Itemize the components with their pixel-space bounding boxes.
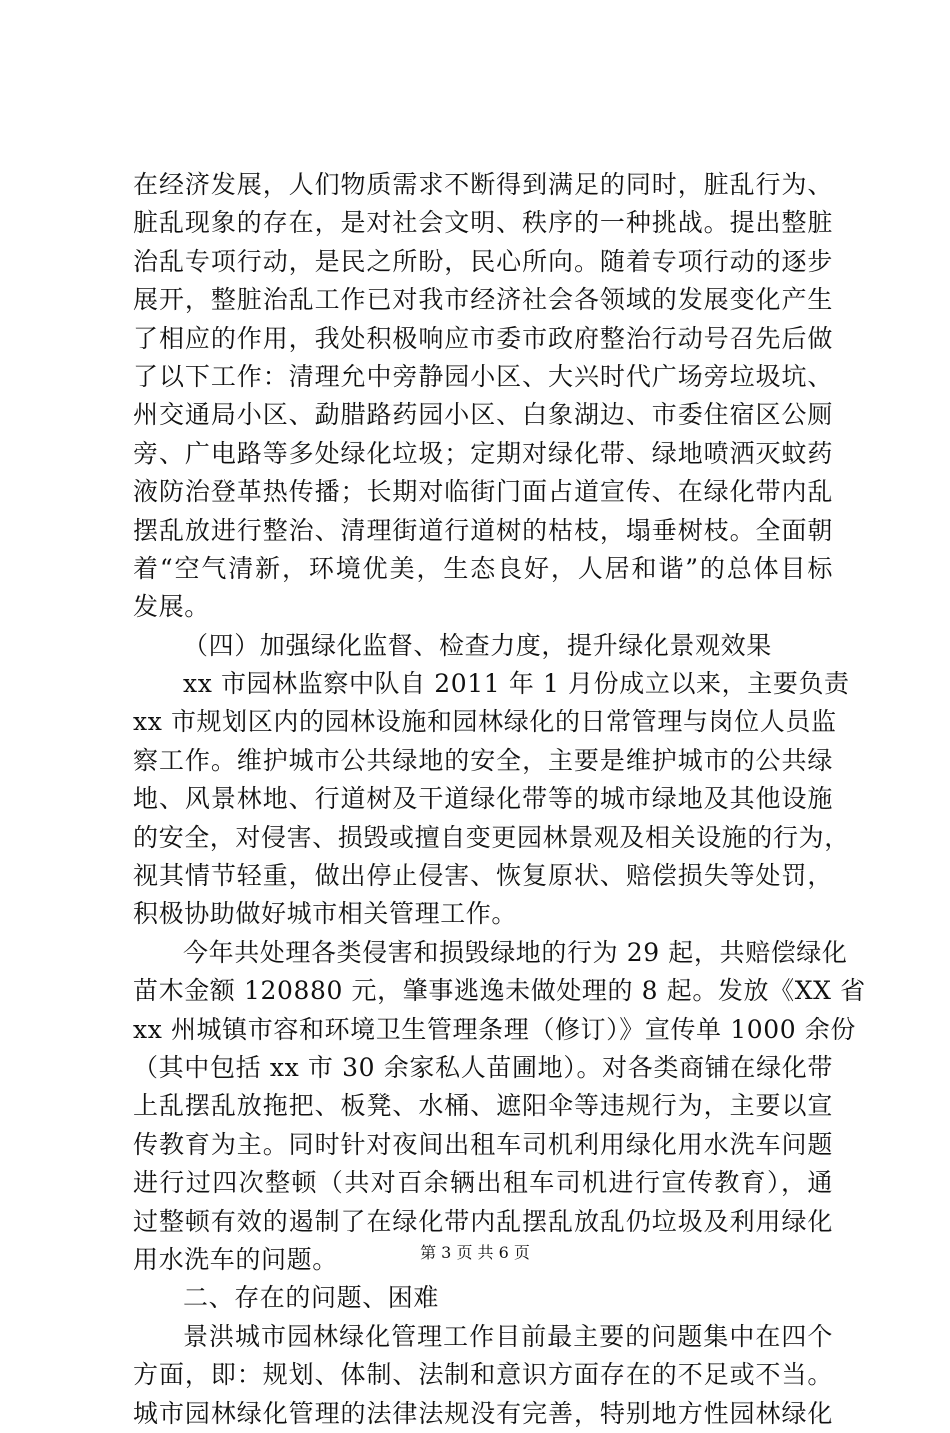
page-number: 第 3 页 共 6 页 bbox=[420, 1243, 530, 1262]
text-line: 传教育为主。同时针对夜间出租车司机利用绿化用水洗车问题 bbox=[133, 1129, 833, 1159]
text-line: 城市园林绿化管理的法律法规没有完善，特别地方性园林绿化 bbox=[133, 1398, 833, 1428]
text-line: 用水洗车的问题。 bbox=[133, 1244, 338, 1274]
text-line: 发展。 bbox=[133, 592, 210, 622]
text-line: 摆乱放进行整治、清理街道行道树的枯枝，塌垂树枝。全面朝 bbox=[133, 515, 833, 545]
text-line: （其中包括 xx 市 30 余家私人苗圃地）。对各类商铺在绿化带 bbox=[133, 1052, 833, 1082]
text-line: 景洪城市园林绿化管理工作目前最主要的问题集中在四个 bbox=[183, 1321, 833, 1351]
page-footer bbox=[0, 1242, 950, 1264]
text-line: 展开，整脏治乱工作已对我市经济社会各领域的发展变化产生 bbox=[133, 285, 833, 315]
text-line: 地、风景林地、行道树及干道绿化带等的城市绿地及其他设施 bbox=[133, 784, 833, 814]
text-line: 液防治登革热传播；长期对临街门面占道宣传、在绿化带内乱 bbox=[133, 477, 833, 507]
text-line: 着“空气清新，环境优美，生态良好，人居和谐”的总体目标 bbox=[133, 553, 833, 583]
text-line: 视其情节轻重，做出停止侵害、恢复原状、赔偿损失等处罚， bbox=[133, 861, 833, 891]
text-line: 积极协助做好城市相关管理工作。 bbox=[133, 899, 518, 929]
text-line: 州交通局小区、勐腊路药园小区、白象湖边、市委住宿区公厕 bbox=[133, 400, 833, 430]
text-line: 了相应的作用，我处积极响应市委市政府整治行动号召先后做 bbox=[133, 323, 833, 353]
text-line: 旁、广电路等多处绿化垃圾；定期对绿化带、绿地喷洒灭蚊药 bbox=[133, 438, 833, 468]
text-line: 今年共处理各类侵害和损毁绿地的行为 29 起，共赔偿绿化 bbox=[183, 937, 848, 967]
section-heading: 二、存在的问题、困难 bbox=[183, 1283, 440, 1313]
section-heading: （四）加强绿化监督、检查力度，提升绿化景观效果 bbox=[183, 630, 772, 660]
text-line: 的安全，对侵害、损毁或擅自变更园林景观及相关设施的行为， bbox=[133, 822, 850, 852]
text-line: xx 州城镇市容和环境卫生管理条理（修订）》宣传单 1000 余份 bbox=[133, 1014, 856, 1044]
text-line: 方面，即：规划、体制、法制和意识方面存在的不足或不当。 bbox=[133, 1360, 833, 1390]
text-line: 察工作。维护城市公共绿地的安全，主要是维护城市的公共绿 bbox=[133, 745, 833, 775]
text-line: 进行过四次整顿（共对百余辆出租车司机进行宣传教育），通 bbox=[133, 1168, 833, 1198]
text-line: 了以下工作：清理允中旁静园小区、大兴时代广场旁垃圾坑、 bbox=[133, 361, 833, 391]
text-line: 脏乱现象的存在，是对社会文明、秩序的一种挑战。提出整脏 bbox=[133, 208, 833, 238]
text-line: xx 市规划区内的园林设施和园林绿化的日常管理与岗位人员监 bbox=[133, 707, 837, 737]
text-line: 在经济发展，人们物质需求不断得到满足的同时，脏乱行为、 bbox=[133, 170, 833, 199]
text-line: 治乱专项行动，是民之所盼，民心所向。随着专项行动的逐步 bbox=[133, 246, 833, 276]
text-line: xx 市园林监察中队自 2011 年 1 月份成立以来，主要负责 bbox=[183, 669, 850, 699]
text-line: 苗木金额 120880 元，肇事逃逸未做处理的 8 起。发放《XX 省 bbox=[133, 976, 866, 1006]
text-line: 过整顿有效的遏制了在绿化带内乱摆乱放乱仍垃圾及利用绿化 bbox=[133, 1206, 833, 1236]
text-line: 上乱摆乱放拖把、板凳、水桶、遮阳伞等违规行为，主要以宣 bbox=[133, 1091, 833, 1121]
